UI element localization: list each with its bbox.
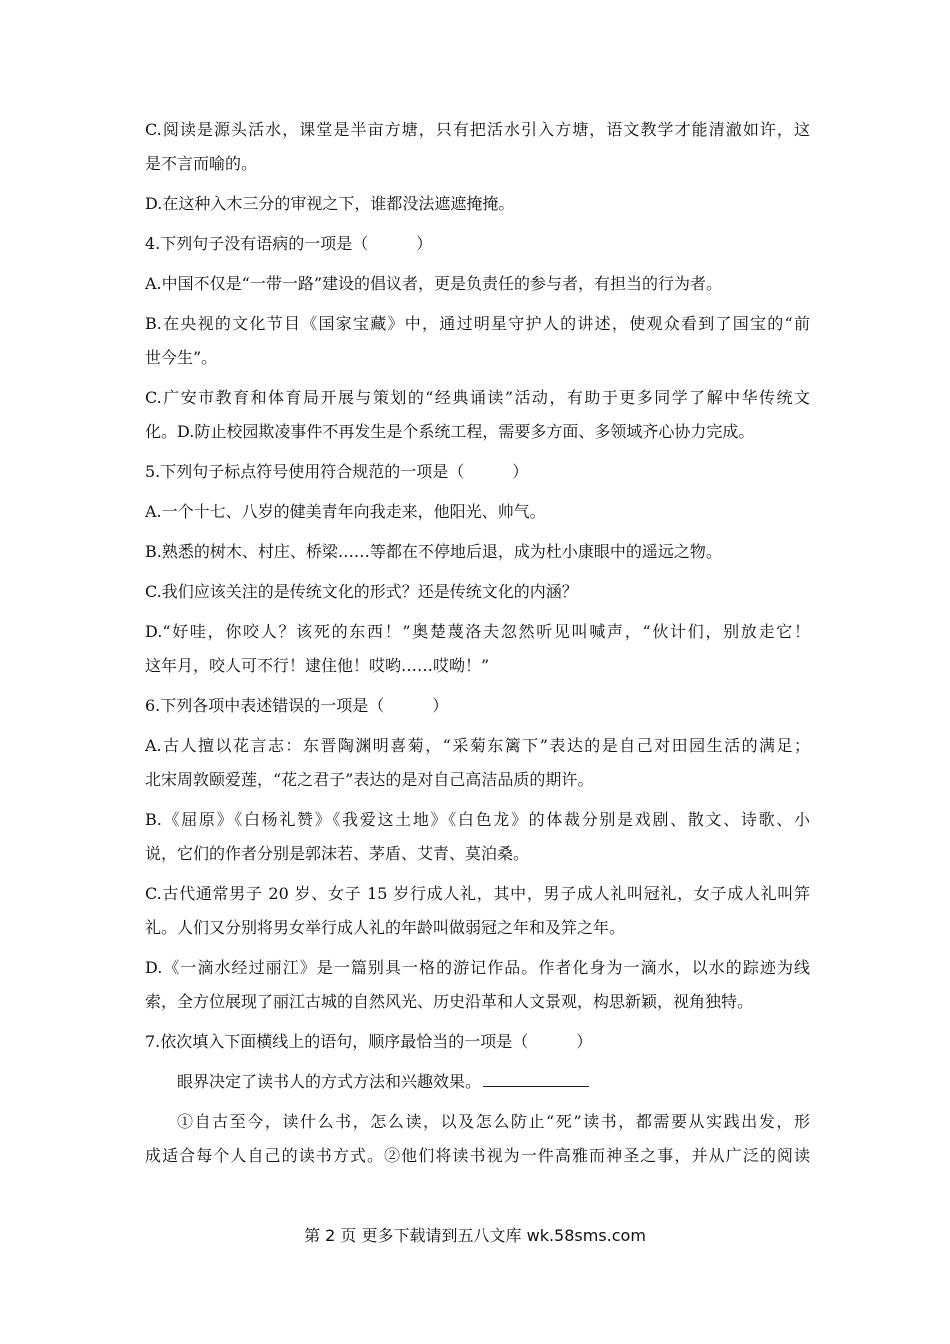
q5-option-b <box>145 542 810 562</box>
q7-lead <box>145 1072 810 1092</box>
q7-lead-line <box>145 1072 810 1092</box>
fill-in-blank <box>483 1072 589 1087</box>
q3-option-c-post: 的。 <box>225 154 258 173</box>
q6-stem <box>145 696 810 716</box>
q7-lead-text: 眼界决定了读书人的方式方法和兴趣效果。 <box>177 1072 482 1091</box>
q3-option-d-post: 的审视之下，谁都没法遮遮掩掩。 <box>274 194 515 213</box>
q4-stem <box>145 234 810 254</box>
q3-option-c <box>145 120 810 174</box>
page-content <box>145 120 810 1186</box>
q4-option-c-d <box>145 388 810 442</box>
q7-stem <box>145 1032 810 1052</box>
page-footer: 第 2 页 更多下载请到五八文库 wk.58sms.com <box>304 1226 646 1245</box>
q5-option-c <box>145 582 810 602</box>
q6-option-d <box>145 958 810 1012</box>
q6-option-a <box>145 736 810 790</box>
q5-stem-line: 5.下列句子标点符号使用符合规范的一项是（ ） <box>145 462 529 481</box>
q5-option-a-line: A.一个十七、八岁的健美青年向我走来，他阳光、帅气。 <box>145 502 546 521</box>
q7-passage-line1: ①自古至今，读什么书，怎么读，以及怎么防止“死”读书，都需要从实践出发，形 <box>177 1112 810 1131</box>
q3-option-d-line <box>145 194 810 214</box>
q3-option-c-pre: 是 <box>145 154 162 173</box>
q3-option-d-pre: D.在这种 <box>145 194 211 213</box>
q7-passage-line2: 成适合每个人自己的读书方式。②他们将读书视为一件高雅而神圣之事，并从广泛的阅读 <box>145 1146 810 1165</box>
q5-option-d <box>145 622 810 676</box>
q3-option-c-line1: C.阅读是源头活水，课堂是半亩方塘，只有把活水引入方塘，语文教学才能清澈如许，这 <box>145 120 810 139</box>
q5-option-d-line2: 这年月，咬人可不行！逮住他！哎哟……哎呦！” <box>145 656 490 675</box>
q4-option-b <box>145 314 810 368</box>
q3-option-d <box>145 194 810 214</box>
q5-option-c-line: C.我们应该关注的是传统文化的形式？还是传统文化的内涵？ <box>145 582 578 601</box>
q3-option-c-line2 <box>145 154 810 174</box>
q4-option-b-line2: 世今生”。 <box>145 348 218 367</box>
q5-option-d-line1: D.“好哇，你咬人？该死的东西！”奥楚蔑洛夫忽然听见叫喊声，“伙计们，别放走它！ <box>145 622 810 641</box>
q3-option-c-emphasis: 不言而喻 <box>161 154 226 173</box>
q7-passage <box>145 1112 810 1166</box>
q4-option-a-line: A.中国不仅是“一带一路”建设的倡议者，更是负责任的参与者，有担当的行为者。 <box>145 274 723 293</box>
q6-option-a-line2: 北宋周敦颐爱莲，“花之君子”表达的是对自己高洁品质的期许。 <box>145 770 594 789</box>
q6-option-c <box>145 884 810 938</box>
q4-stem-line: 4.下列句子没有语病的一项是（ ） <box>145 234 433 253</box>
q6-option-b-line1: B.《屈原》《白杨礼赞》《我爱这土地》《白色龙》的体裁分别是戏剧、散文、诗歌、小 <box>145 810 810 829</box>
q4-option-a <box>145 274 810 294</box>
q6-option-a-line1: A.古人擅以花言志：东晋陶渊明喜菊，“采菊东篱下”表达的是自己对田园生活的满足； <box>145 736 810 755</box>
q6-stem-line: 6.下列各项中表述错误的一项是（ ） <box>145 696 449 715</box>
q3-option-d-emphasis: 入木三分 <box>210 194 275 213</box>
q6-option-b <box>145 810 810 864</box>
q6-option-c-line2: 礼。人们又分别将男女举行成人礼的年龄叫做弱冠之年和及笄之年。 <box>145 918 626 937</box>
q6-option-d-line2: 索，全方位展现了丽江古城的自然风光、历史沿革和人文景观，构思新颖，视角独特。 <box>145 992 754 1011</box>
q5-option-a <box>145 502 810 522</box>
q5-option-b-line: B.熟悉的树木、村庄、桥梁……等都在不停地后退，成为杜小康眼中的遥远之物。 <box>145 542 722 561</box>
q4-option-c-line1: C.广安市教育和体育局开展与策划的“经典诵读”活动，有助于更多同学了解中华传统文 <box>145 388 810 407</box>
q6-option-b-line2: 说，它们的作者分别是郭沫若、茅盾、艾青、莫泊桑。 <box>145 844 530 863</box>
q5-stem <box>145 462 810 482</box>
q4-option-b-line1: B.在央视的文化节目《国家宝藏》中，通过明星守护人的讲述，使观众看到了国宝的“前 <box>145 314 810 333</box>
q6-option-c-line1: C.古代通常男子 20 岁、女子 15 岁行成人礼，其中，男子成人礼叫冠礼，女子成人礼叫笄 <box>145 884 810 903</box>
q6-option-d-line1: D.《一滴水经过丽江》是一篇别具一格的游记作品。作者化身为一滴水，以水的踪迹为线 <box>145 958 810 977</box>
q7-stem-line: 7.依次填入下面横线上的语句，顺序最恰当的一项是（ ） <box>145 1032 593 1051</box>
q4-option-c-line2: 化。D.防止校园欺凌事件不再发生是个系统工程，需要多方面、多领域齐心协力完成。 <box>145 422 755 441</box>
